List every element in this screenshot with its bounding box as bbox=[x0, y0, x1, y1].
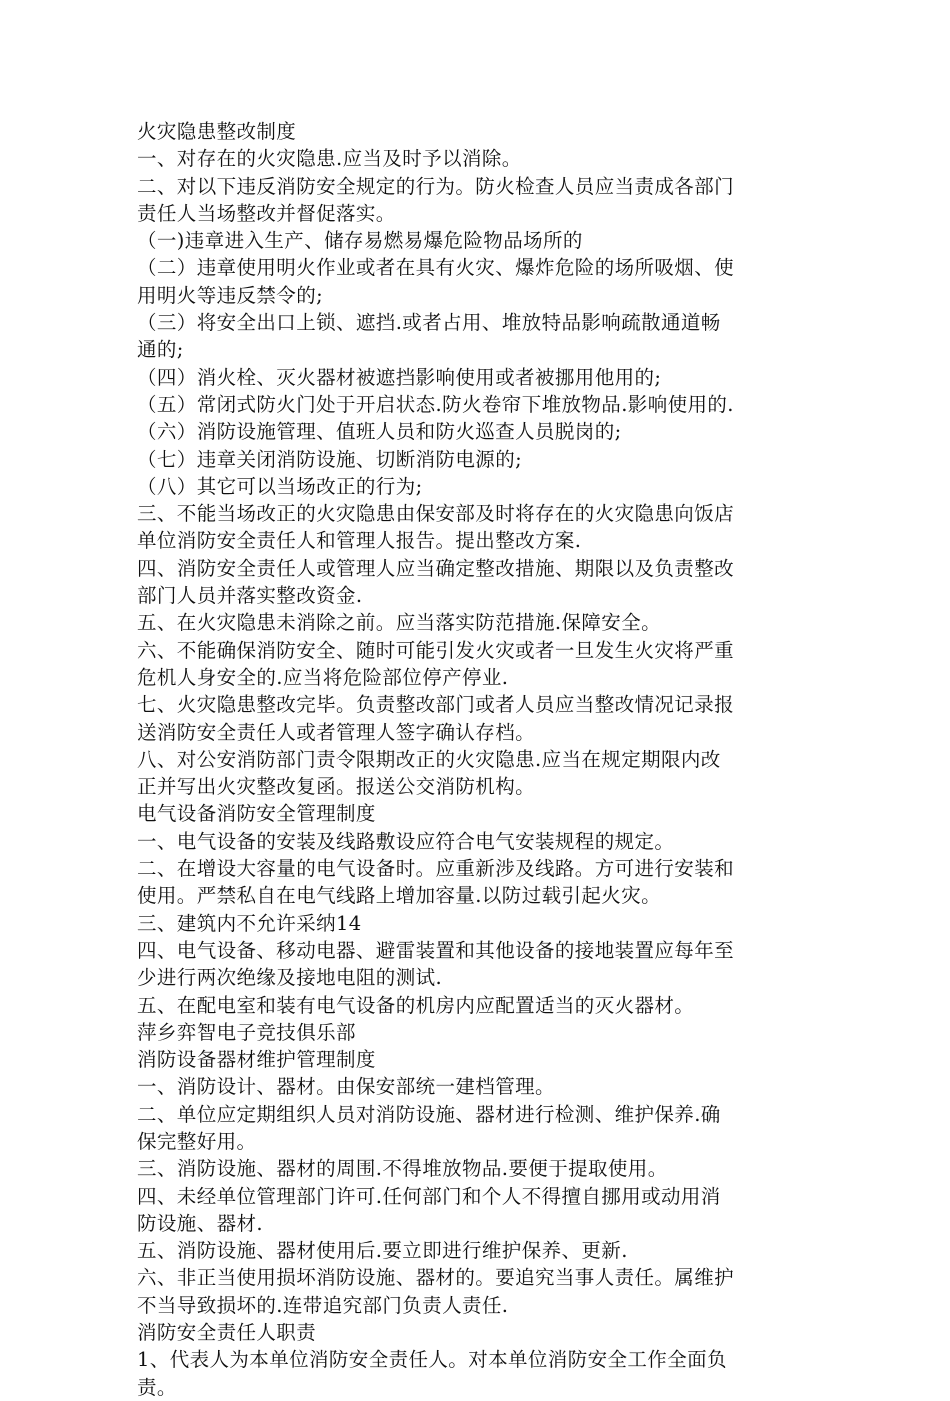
text-line: 四、电气设备、移动电器、避雷装置和其他设备的接地装置应每年至 bbox=[137, 938, 735, 962]
text-line: （八）其它可以当场改正的行为; bbox=[137, 474, 423, 498]
text-line: 用明火等违反禁令的; bbox=[137, 283, 324, 307]
text-line: （四）消火栓、灭火器材被遮挡影响使用或者被挪用他用的; bbox=[137, 365, 662, 389]
text-line: 消防设备器材维护管理制度 bbox=[137, 1048, 376, 1072]
document-body bbox=[137, 118, 817, 1401]
text-line: 一、电气设备的安装及线路敷设应符合电气安装规程的规定。 bbox=[137, 829, 675, 853]
text-line: 送消防安全责任人或者管理人签字确认存档。 bbox=[137, 720, 536, 744]
text-line: 防设施、器材. bbox=[137, 1211, 263, 1235]
text-line: （六）消防设施管理、值班人员和防火巡查人员脱岗的; bbox=[137, 420, 622, 444]
text-line: （二）违章使用明火作业或者在具有火灾、爆炸危险的场所吸烟、使 bbox=[137, 256, 735, 280]
text-line: 八、对公安消防部门责令限期改正的火灾隐患.应当在规定期限内改 bbox=[137, 747, 721, 771]
text-line: （七）违章关闭消防设施、切断消防电源的; bbox=[137, 447, 523, 471]
text-line: 七、火灾隐患整改完毕。负责整改部门或者人员应当整改情况记录报 bbox=[137, 693, 735, 717]
text-line: 责。 bbox=[137, 1375, 177, 1399]
text-line: 单位消防安全责任人和管理人报告。提出整改方案. bbox=[137, 529, 582, 553]
text-line: 六、非正当使用损坏消防设施、器材的。要追究当事人责任。属维护 bbox=[137, 1266, 735, 1290]
text-line: （三）将安全出口上锁、遮挡.或者占用、堆放特品影响疏散通道畅 bbox=[137, 311, 721, 335]
text-line: 四、未经单位管理部门许可.任何部门和个人不得擅自挪用或动用消 bbox=[137, 1184, 721, 1208]
text-line: 通的; bbox=[137, 338, 184, 362]
text-line: 三、建筑内不允许采纳14 bbox=[137, 911, 362, 935]
text-line: 三、消防设施、器材的周围.不得堆放物品.要便于提取使用。 bbox=[137, 1157, 668, 1181]
text-line: 部门人员并落实整改资金. bbox=[137, 584, 363, 608]
text-line: 二、单位应定期组织人员对消防设施、器材进行检测、维护保养.确 bbox=[137, 1102, 721, 1126]
text-line: （一)违章进入生产、储存易燃易爆危险物品场所的 bbox=[137, 229, 583, 253]
text-line: 消防安全责任人职责 bbox=[137, 1321, 317, 1345]
text-line: 一、消防设计、器材。由保安部统一建档管理。 bbox=[137, 1075, 555, 1099]
text-line: 电气设备消防安全管理制度 bbox=[137, 802, 376, 826]
text-line: 二、在增设大容量的电气设备时。应重新涉及线路。方可进行安装和 bbox=[137, 857, 735, 881]
text-line: 五、消防设施、器材使用后.要立即进行维护保养、更新. bbox=[137, 1239, 628, 1263]
text-line: 五、在火灾隐患未消除之前。应当落实防范措施.保障安全。 bbox=[137, 611, 661, 635]
text-line: （五）常闭式防火门处于开启状态.防火卷帘下堆放物品.影响使用的. bbox=[137, 392, 734, 416]
text-line: 不当导致损坏的.连带追究部门负责人责任. bbox=[137, 1293, 509, 1317]
text-line: 萍乡弈智电子竞技俱乐部 bbox=[137, 1020, 356, 1044]
text-line: 三、不能当场改正的火灾隐患由保安部及时将存在的火灾隐患向饭店 bbox=[137, 502, 735, 526]
text-line: 四、消防安全责任人或管理人应当确定整改措施、期限以及负责整改 bbox=[137, 556, 735, 580]
text-line: 责任人当场整改并督促落实。 bbox=[137, 201, 396, 225]
text-line: 火灾隐患整改制度 bbox=[137, 120, 297, 143]
text-line: 1、代表人为本单位消防安全责任人。对本单位消防安全工作全面负 bbox=[137, 1348, 727, 1372]
text-line: 一、对存在的火灾隐患.应当及时予以消除。 bbox=[137, 147, 522, 171]
text-line: 使用。严禁私自在电气线路上增加容量.以防过载引起火灾。 bbox=[137, 884, 661, 908]
text-line: 危机人身安全的.应当将危险部位停产停业. bbox=[137, 665, 509, 689]
text-line: 二、对以下违反消防安全规定的行为。防火检查人员应当责成各部门 bbox=[137, 174, 735, 198]
text-line: 五、在配电室和装有电气设备的机房内应配置适当的灭火器材。 bbox=[137, 993, 695, 1017]
text-line: 少进行两次绝缘及接地电阻的测试. bbox=[137, 966, 443, 990]
text-line: 正并写出火灾整改复函。报送公交消防机构。 bbox=[137, 775, 536, 799]
text-line: 保完整好用。 bbox=[137, 1129, 257, 1153]
text-line: 六、不能确保消防安全、随时可能引发火灾或者一旦发生火灾将严重 bbox=[137, 638, 735, 662]
